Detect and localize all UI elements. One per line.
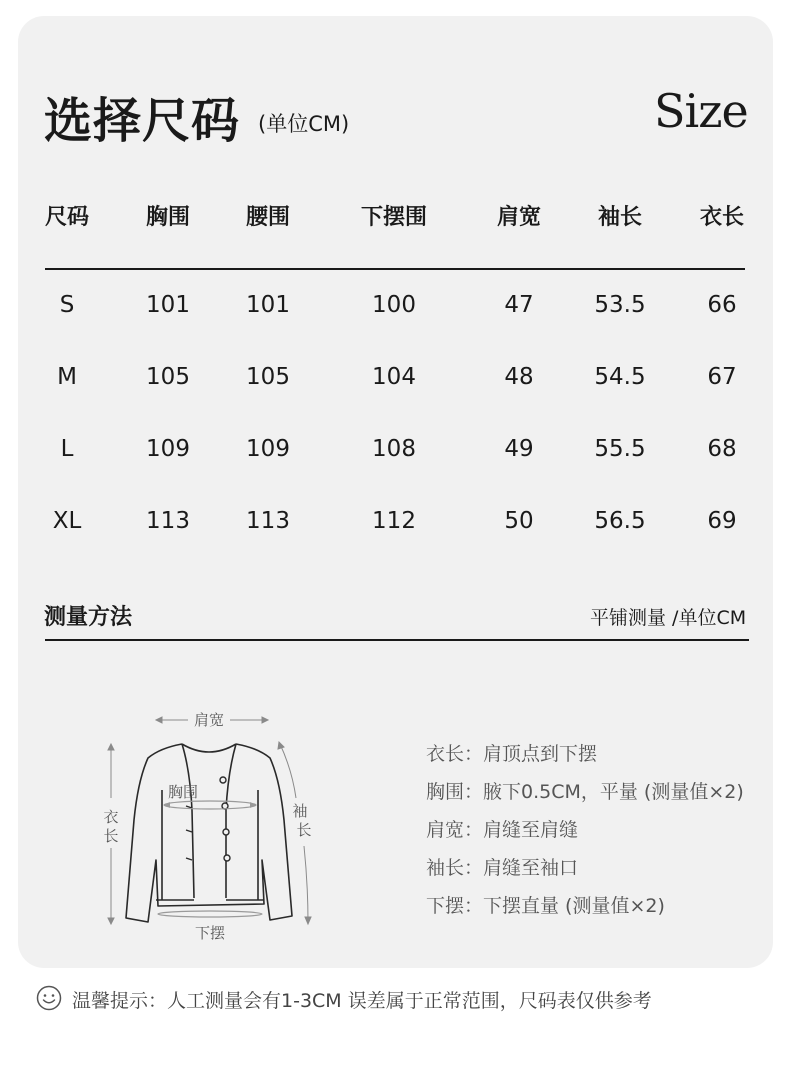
col-header-chest: 胸围: [145, 205, 191, 230]
note-shoulder: 肩宽：肩缝至肩缝: [426, 819, 579, 841]
table-cell: XL: [52, 508, 82, 534]
table-cell: 100: [372, 292, 416, 318]
measure-section-title: 测量方法: [44, 605, 133, 630]
table-cell: 113: [246, 508, 290, 534]
table-cell: 54.5: [594, 364, 646, 390]
jacket-outline: [126, 744, 292, 922]
table-cell: 56.5: [594, 508, 646, 534]
table-cell: 105: [146, 364, 190, 390]
label-chest: 胸围: [167, 783, 199, 801]
note-length: 衣长：肩顶点到下摆: [426, 743, 598, 765]
warm-tip-text: 温馨提示：人工测量会有1-3CM 误差属于正常范围，尺码表仅供参考: [72, 990, 652, 1012]
label-hem: 下摆: [194, 924, 226, 942]
title-unit: (单位CM): [258, 112, 350, 136]
label-shoulder: 肩宽: [193, 711, 225, 729]
table-cell: 50: [504, 508, 534, 534]
col-header-length: 衣长: [699, 205, 745, 230]
table-cell: 48: [504, 364, 534, 390]
label-length-bottom: 长: [103, 827, 119, 845]
table-header-divider: [45, 268, 745, 270]
table-cell: 101: [246, 292, 290, 318]
pocket-marks: [186, 806, 192, 860]
col-header-waist: 腰围: [245, 205, 291, 230]
table-cell: 68: [707, 436, 737, 462]
smiley-icon: [36, 985, 62, 1011]
note-hem: 下摆：下摆直量 (测量值×2): [426, 895, 665, 917]
table-cell: 67: [707, 364, 737, 390]
table-cell: 66: [707, 292, 737, 318]
col-header-size: 尺码: [44, 205, 90, 230]
table-cell: 53.5: [594, 292, 646, 318]
buttons: [220, 777, 230, 861]
table-cell: 55.5: [594, 436, 646, 462]
size-wordmark: Size: [654, 84, 748, 138]
table-cell: 112: [372, 508, 416, 534]
col-header-hem: 下摆围: [360, 205, 428, 230]
table-cell: 109: [146, 436, 190, 462]
table-cell: 105: [246, 364, 290, 390]
table-cell: M: [57, 364, 77, 390]
table-cell: S: [59, 292, 75, 318]
note-chest: 胸围：腋下0.5CM，平量 (测量值×2): [426, 781, 744, 803]
chest-measure-line: [164, 801, 256, 809]
label-length-top: 衣: [103, 808, 119, 826]
table-cell: 109: [246, 436, 290, 462]
col-header-sleeve: 袖长: [597, 205, 643, 230]
measure-unit-label: 平铺测量 /单位CM: [590, 607, 747, 629]
table-cell: 69: [707, 508, 737, 534]
jacket-diagram: [90, 700, 310, 950]
table-cell: 108: [372, 436, 416, 462]
chest-arrow-left: [164, 802, 170, 808]
table-cell: L: [60, 436, 74, 462]
measure-divider: [45, 639, 749, 641]
hem-measure-line: [158, 911, 262, 917]
table-cell: 104: [372, 364, 416, 390]
table-cell: 101: [146, 292, 190, 318]
label-sleeve-top: 袖: [292, 802, 308, 820]
label-sleeve-bottom: 长: [296, 821, 312, 839]
table-cell: 49: [504, 436, 534, 462]
chest-arrow-right: [250, 802, 256, 808]
col-header-shoulder: 肩宽: [496, 205, 542, 230]
page-title: 选择尺码: [44, 93, 241, 149]
table-cell: 47: [504, 292, 534, 318]
note-sleeve: 袖长：肩缝至袖口: [426, 857, 579, 879]
table-cell: 113: [146, 508, 190, 534]
